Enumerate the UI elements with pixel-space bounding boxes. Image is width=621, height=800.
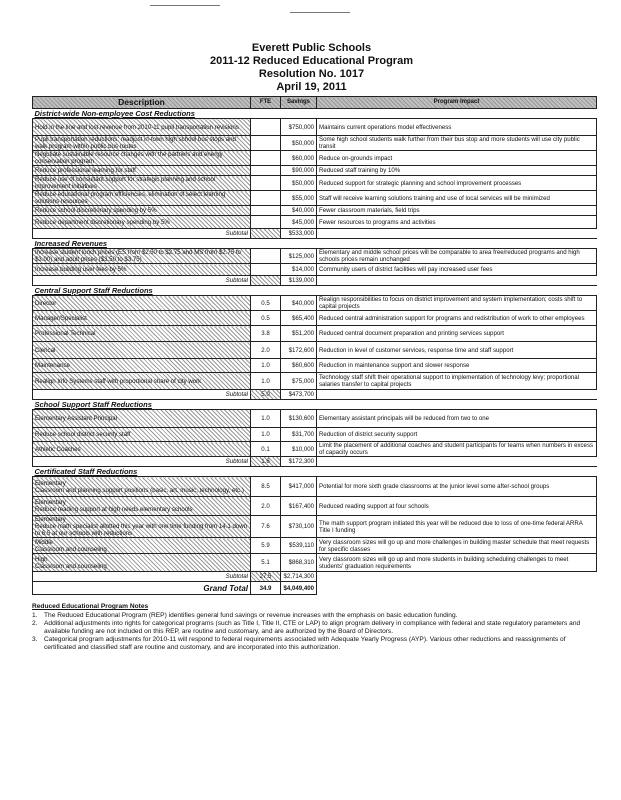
row-description: Elementary Reduce reading support at high needs elementary schools bbox=[33, 497, 251, 516]
grand-total-fte: 34.9 bbox=[251, 582, 281, 595]
notes-section bbox=[32, 603, 592, 652]
row-impact: Fewer classroom materials, field trips bbox=[317, 206, 597, 216]
row-impact: Very classroom sizes will go up and more students in building scheduling challenges to meet students' graduation requirements bbox=[317, 554, 597, 572]
subtotal-spacer bbox=[317, 276, 597, 286]
row-savings: $730,100 bbox=[281, 516, 317, 538]
row-description: Middle Classroom and counseling bbox=[33, 538, 251, 554]
row-description: Clerical bbox=[33, 342, 251, 359]
row-description: Reduce school discretionary spending by 5% bbox=[33, 206, 251, 216]
table-row bbox=[33, 516, 597, 538]
row-description: Elementary Reduce math specialist allotted this year with one time funding from 14.1 down to 6.5 at our schools with reductions bbox=[33, 516, 251, 538]
table-row bbox=[33, 166, 597, 176]
row-fte: 2.0 bbox=[251, 342, 281, 359]
section-title: Increased Revenues bbox=[33, 239, 597, 249]
subtotal-fte bbox=[251, 229, 281, 239]
row-savings: $14,000 bbox=[281, 264, 317, 276]
row-savings: $10,000 bbox=[281, 442, 317, 457]
table-row bbox=[33, 264, 597, 276]
row-impact: Limit the placement of additional coaches and student participants for teams when numbers in excess of capacity occurs bbox=[317, 442, 597, 457]
section-header-row bbox=[33, 239, 597, 249]
row-impact: Some high school students walk further from their bus stop and more students will use city public transit bbox=[317, 136, 597, 151]
row-impact: Reduction of district security support bbox=[317, 428, 597, 442]
row-impact: Reduced central document preparation and printing services support bbox=[317, 326, 597, 342]
row-fte bbox=[251, 264, 281, 276]
column-header-fte: FTE bbox=[251, 97, 281, 109]
row-description: Hold in the line and lost revenue from 2010-11 pupil transportation revisions bbox=[33, 119, 251, 136]
row-impact: Reduce on-grounds impact bbox=[317, 151, 597, 166]
table-row bbox=[33, 538, 597, 554]
subtotal-savings: $2,714,300 bbox=[281, 572, 317, 582]
grand-total-label: Grand Total bbox=[33, 582, 251, 595]
subtotal-label: Subtotal bbox=[33, 572, 251, 582]
row-fte: 3.8 bbox=[251, 326, 281, 342]
row-fte: 5.9 bbox=[251, 538, 281, 554]
row-impact: Staff will receive learning solutions training and use of local services will be minimized bbox=[317, 191, 597, 206]
row-impact: Potential for more sixth grade classrooms at the junior level some after-school groups bbox=[317, 477, 597, 497]
section-title: District-wide Non-employee Cost Reductions bbox=[33, 109, 597, 119]
column-header-savings: Savings bbox=[281, 97, 317, 109]
row-savings: $75,000 bbox=[281, 373, 317, 390]
subtotal-fte bbox=[251, 276, 281, 286]
row-fte bbox=[251, 191, 281, 206]
row-savings: $539,110 bbox=[281, 538, 317, 554]
table-row bbox=[33, 206, 597, 216]
table-row bbox=[33, 428, 597, 442]
table-row bbox=[33, 119, 597, 136]
row-impact: The math support program initiated this year will be reduced due to loss of one-time federal ARRA Title I funding bbox=[317, 516, 597, 538]
subtotal-fte: 27.5 bbox=[251, 572, 281, 582]
column-header-description: Description bbox=[33, 97, 251, 109]
section-header-row bbox=[33, 467, 597, 477]
row-savings: $130,600 bbox=[281, 410, 317, 428]
row-description: Manager/Specialist bbox=[33, 311, 251, 326]
row-impact: Community users of district facilities will pay increased user fees bbox=[317, 264, 597, 276]
row-fte bbox=[251, 176, 281, 191]
table-row bbox=[33, 373, 597, 390]
subtotal-fte: 1.6 bbox=[251, 457, 281, 467]
subtotal-fte: 5.0 bbox=[251, 390, 281, 400]
row-savings: $45,000 bbox=[281, 216, 317, 229]
column-header-impact: Program Impact bbox=[317, 97, 597, 109]
row-description: Pupil transportation reductions: readjust in-town high school bus stops and walk program within public bus routes bbox=[33, 136, 251, 151]
row-impact: Reduction in maintenance support and slower response bbox=[317, 359, 597, 373]
table-row bbox=[33, 216, 597, 229]
subtotal-savings: $533,000 bbox=[281, 229, 317, 239]
row-impact: Fewer resources to programs and activities bbox=[317, 216, 597, 229]
note-text: The Reduced Educational Program (REP) identifies general fund savings or revenue increases with the emphasis on basic education funding. bbox=[44, 612, 458, 619]
row-fte bbox=[251, 249, 281, 264]
reduction-table bbox=[32, 96, 597, 595]
row-impact: Reduced support for strategic planning and school improvement processes bbox=[317, 176, 597, 191]
row-savings: $60,000 bbox=[281, 151, 317, 166]
row-fte bbox=[251, 136, 281, 151]
subtotal-savings: $139,000 bbox=[281, 276, 317, 286]
row-impact: Reduction in level of customer services, response time and staff support bbox=[317, 342, 597, 359]
notes-title: Reduced Educational Program Notes bbox=[32, 603, 149, 610]
row-fte: 1.0 bbox=[251, 359, 281, 373]
notes-list bbox=[32, 612, 592, 652]
row-savings: $868,310 bbox=[281, 554, 317, 572]
row-description: Reduce professional learning for staff bbox=[33, 166, 251, 176]
row-impact: Elementary assistant principals will be reduced from two to one bbox=[317, 410, 597, 428]
subtotal-label: Subtotal bbox=[33, 229, 251, 239]
table-row bbox=[33, 136, 597, 151]
row-description: Reduce educational program efficiencies, elimination of select learning solutions resources bbox=[33, 191, 251, 206]
note-item bbox=[32, 620, 592, 636]
row-fte: 5.1 bbox=[251, 554, 281, 572]
table-row bbox=[33, 497, 597, 516]
row-savings: $125,000 bbox=[281, 249, 317, 264]
row-fte bbox=[251, 151, 281, 166]
section-title: Certificated Staff Reductions bbox=[33, 467, 597, 477]
row-description: Increase building user fees by 5% bbox=[33, 264, 251, 276]
row-impact: Realign responsibilities to focus on district improvement and system implementation; costs shift to capital projects bbox=[317, 296, 597, 311]
subtotal-label: Subtotal bbox=[33, 276, 251, 286]
row-fte: 1.0 bbox=[251, 373, 281, 390]
table-row bbox=[33, 176, 597, 191]
row-fte: 7.6 bbox=[251, 516, 281, 538]
row-savings: $51,200 bbox=[281, 326, 317, 342]
table-row bbox=[33, 296, 597, 311]
subtotal-row bbox=[33, 457, 597, 467]
grand-total-row bbox=[33, 582, 597, 595]
row-description: Reduce school district security staff bbox=[33, 428, 251, 442]
row-impact: Technology staff shift their operational support to implementation of technology levy; proportional salaries transfer to capital projects bbox=[317, 373, 597, 390]
row-savings: $417,000 bbox=[281, 477, 317, 497]
row-impact: Very classroom sizes will go up and more challenges in building master schedule that meet requests for specific classes bbox=[317, 538, 597, 554]
section-header-row bbox=[33, 400, 597, 410]
note-number: 2. bbox=[32, 620, 38, 627]
row-impact: Elementary and middle school prices will be comparable to area free/reduced programs and high schools prices remain unchanged bbox=[317, 249, 597, 264]
row-savings: $50,000 bbox=[281, 176, 317, 191]
subtotal-row bbox=[33, 229, 597, 239]
row-savings: $750,000 bbox=[281, 119, 317, 136]
subtotal-savings: $473,700 bbox=[281, 390, 317, 400]
note-number: 1. bbox=[32, 612, 38, 619]
title-line-4: April 19, 2011 bbox=[276, 81, 347, 93]
row-description: Athletic Coaches bbox=[33, 442, 251, 457]
row-fte: 0.5 bbox=[251, 296, 281, 311]
table-row bbox=[33, 359, 597, 373]
subtotal-row bbox=[33, 390, 597, 400]
row-savings: $90,000 bbox=[281, 166, 317, 176]
table-row bbox=[33, 410, 597, 428]
row-description: Maintenance bbox=[33, 359, 251, 373]
row-fte: 0.1 bbox=[251, 442, 281, 457]
grand-total-spacer bbox=[317, 582, 597, 595]
row-impact: Reduced reading support at four schools bbox=[317, 497, 597, 516]
section-header-row bbox=[33, 286, 597, 296]
row-savings: $50,000 bbox=[281, 136, 317, 151]
table-row bbox=[33, 311, 597, 326]
row-savings: $40,000 bbox=[281, 296, 317, 311]
row-fte bbox=[251, 166, 281, 176]
row-description: Reduce use of consultant support for strategic planning and school improvement initiatives bbox=[33, 176, 251, 191]
row-savings: $65,400 bbox=[281, 311, 317, 326]
table-row bbox=[33, 326, 597, 342]
row-savings: $31,700 bbox=[281, 428, 317, 442]
row-fte: 1.0 bbox=[251, 410, 281, 428]
row-description: Negotiate sustainable resource changes with the partners and energy conservation program bbox=[33, 151, 251, 166]
subtotal-spacer bbox=[317, 390, 597, 400]
row-description: Elementary Assistant Principal bbox=[33, 410, 251, 428]
note-number: 3. bbox=[32, 636, 38, 643]
table-row bbox=[33, 249, 597, 264]
subtotal-spacer bbox=[317, 457, 597, 467]
row-fte bbox=[251, 216, 281, 229]
note-text: Additional adjustments into rights for categorical programs (such as Title I, Title II, CTE or LAP) to align program delivery in compliance with federal and state regulatory parameters and available funding are not included on this REP, are routine and customary, and are authorized by the Board of Directors. bbox=[44, 620, 581, 635]
row-savings: $55,000 bbox=[281, 191, 317, 206]
row-fte: 1.0 bbox=[251, 428, 281, 442]
grand-total-savings: $4,049,400 bbox=[281, 582, 317, 595]
row-fte bbox=[251, 119, 281, 136]
note-item bbox=[32, 636, 592, 652]
table-row bbox=[33, 151, 597, 166]
row-savings: $172,600 bbox=[281, 342, 317, 359]
section-title: Central Support Staff Reductions bbox=[33, 286, 597, 296]
row-fte: 2.0 bbox=[251, 497, 281, 516]
row-fte bbox=[251, 206, 281, 216]
row-description: Reduce department discretionary spending by 5% bbox=[33, 216, 251, 229]
table-row bbox=[33, 342, 597, 359]
table-row bbox=[33, 191, 597, 206]
row-description: Director bbox=[33, 296, 251, 311]
subtotal-row bbox=[33, 276, 597, 286]
section-title: School Support Staff Reductions bbox=[33, 400, 597, 410]
title-line-3: Resolution No. 1017 bbox=[258, 68, 365, 80]
section-header-row bbox=[33, 109, 597, 119]
note-item bbox=[32, 612, 592, 620]
row-fte: 0.5 bbox=[251, 311, 281, 326]
title-line-2: 2011-12 Reduced Educational Program bbox=[210, 55, 413, 67]
row-impact: Reduced staff training by 10% bbox=[317, 166, 597, 176]
row-description: Realign Info Systems staff with proportional share of city work bbox=[33, 373, 251, 390]
document-title bbox=[32, 42, 591, 94]
table-row bbox=[33, 477, 597, 497]
row-savings: $167,400 bbox=[281, 497, 317, 516]
row-savings: $40,000 bbox=[281, 206, 317, 216]
subtotal-savings: $172,300 bbox=[281, 457, 317, 467]
row-description: High Classroom and counseling bbox=[33, 554, 251, 572]
scan-artifact bbox=[150, 5, 220, 6]
row-description: Elementary Classroom and planning support positions (basic, art, music, technology, etc.) bbox=[33, 477, 251, 497]
subtotal-label: Subtotal bbox=[33, 390, 251, 400]
row-description: Professional Technical bbox=[33, 326, 251, 342]
title-line-1: Everett Public Schools bbox=[251, 42, 372, 54]
subtotal-spacer bbox=[317, 229, 597, 239]
subtotal-label: Subtotal bbox=[33, 457, 251, 467]
row-description: Increase student lunch prices (ES from $2.50 to $2.75 and MS from $2.75 to $3.00) and adult prices ($3.50 to $3.75) bbox=[33, 249, 251, 264]
row-impact: Reduced central administration support for programs and redistribution of work to other employees bbox=[317, 311, 597, 326]
table-body bbox=[33, 109, 597, 595]
subtotal-spacer bbox=[317, 572, 597, 582]
subtotal-row bbox=[33, 572, 597, 582]
row-fte: 8.5 bbox=[251, 477, 281, 497]
table-row bbox=[33, 554, 597, 572]
scan-artifact bbox=[290, 12, 350, 13]
table-row bbox=[33, 442, 597, 457]
note-text: Categorical program adjustments for 2010-11 will respond to federal requirements associated with Adequate Yearly Progress (AYP). Various other reductions and reassignments of certificated and classified staff are routine and customary, and are incorporated into this authorization. bbox=[44, 636, 566, 651]
row-impact: Maintains current operations model effectiveness bbox=[317, 119, 597, 136]
row-savings: $60,600 bbox=[281, 359, 317, 373]
